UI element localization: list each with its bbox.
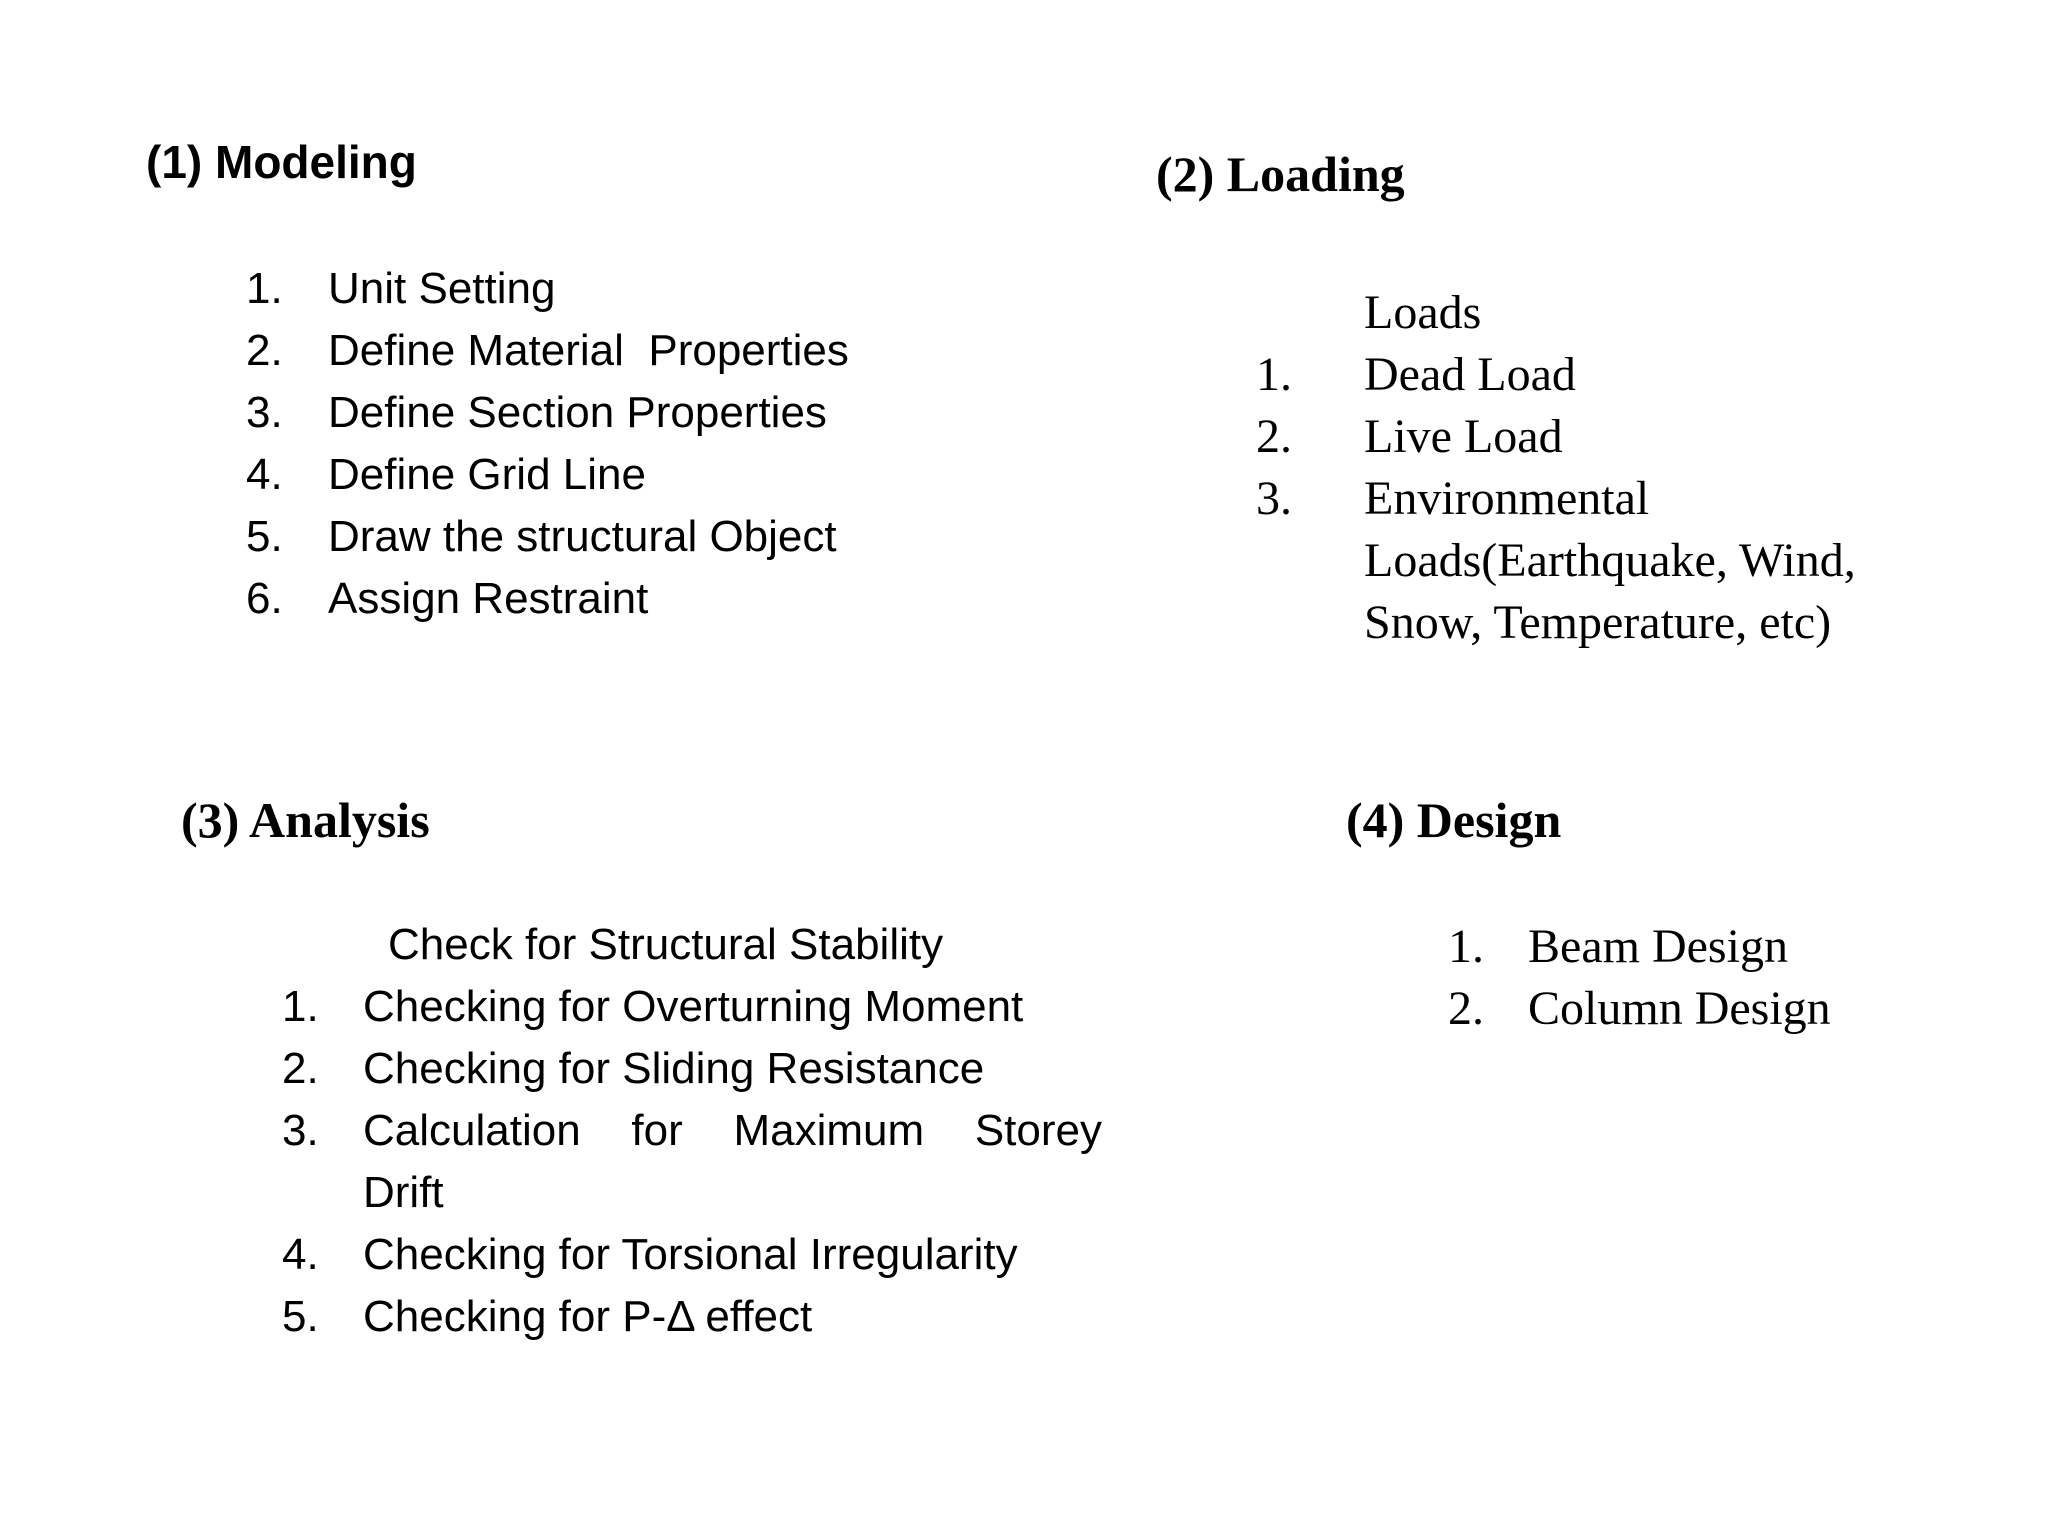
- list-item: [246, 444, 986, 506]
- item-number: 6.: [246, 574, 283, 623]
- list-item: [246, 382, 986, 444]
- item-number: 4.: [282, 1230, 319, 1279]
- item-text-block: [363, 1100, 1102, 1224]
- item-number: 2.: [282, 1044, 319, 1093]
- item-text: Checking for Overturning Moment: [363, 982, 1024, 1031]
- item-text: Live Load: [1364, 410, 1563, 463]
- item-number: 5.: [246, 512, 283, 561]
- item-text: Unit Setting: [328, 264, 556, 313]
- loading-list: [1256, 344, 1916, 654]
- list-item: [1448, 978, 1968, 1040]
- list-item: [1256, 344, 1916, 406]
- list-item: [1256, 406, 1916, 468]
- list-item: [282, 1038, 1102, 1100]
- modeling-heading: (1) Modeling: [146, 136, 417, 188]
- item-text: Drift: [363, 1168, 444, 1217]
- item-number: 3.: [282, 1106, 319, 1155]
- list-item: [246, 258, 986, 320]
- item-number: 1.: [282, 982, 319, 1031]
- item-number: 2.: [246, 326, 283, 375]
- list-item: [1448, 916, 1968, 978]
- design-heading: (4) Design: [1346, 792, 1562, 848]
- item-text: Define Section Properties: [328, 388, 827, 437]
- item-number: 1.: [246, 264, 283, 313]
- item-text: Column Design: [1528, 982, 1831, 1035]
- item-text: Environmental Loads(Earthquake, Wind, Snow, Temperature, etc): [1364, 472, 1856, 649]
- item-number: 1.: [1448, 920, 1484, 973]
- item-text: Dead Load: [1364, 348, 1576, 401]
- item-text: Define Grid Line: [328, 450, 646, 499]
- analysis-heading: (3) Analysis: [181, 792, 430, 848]
- item-number: 3.: [1256, 472, 1292, 525]
- list-item: [282, 1224, 1102, 1286]
- item-number: 1.: [1256, 348, 1292, 401]
- list-item: [282, 1100, 1102, 1224]
- item-text: Draw the structural Object: [328, 512, 837, 561]
- item-number: 5.: [282, 1292, 319, 1341]
- analysis-list: [282, 976, 1102, 1348]
- list-item: [282, 976, 1102, 1038]
- modeling-list: [246, 258, 986, 630]
- item-text: Checking for Sliding Resistance: [363, 1044, 985, 1093]
- item-text: Checking for Torsional Irregularity: [363, 1230, 1018, 1279]
- item-text: Assign Restraint: [328, 574, 649, 623]
- list-item: [246, 568, 986, 630]
- item-text: Calculation for Maximum Storey: [363, 1106, 1102, 1155]
- item-text: Define Material Properties: [328, 326, 849, 375]
- list-item: [282, 1286, 1102, 1348]
- loading-subheading: Loads: [1364, 286, 1482, 339]
- list-item: [246, 506, 986, 568]
- list-item: [1256, 468, 1916, 654]
- list-item: [246, 320, 986, 382]
- item-text: Beam Design: [1528, 920, 1788, 973]
- item-number: 3.: [246, 388, 283, 437]
- analysis-subheading: Check for Structural Stability: [388, 920, 944, 969]
- loading-heading: (2) Loading: [1156, 146, 1405, 202]
- item-text: Checking for P-Δ effect: [363, 1292, 813, 1341]
- item-number: 2.: [1448, 982, 1484, 1035]
- design-list: [1448, 916, 1968, 1040]
- item-number: 4.: [246, 450, 283, 499]
- item-number: 2.: [1256, 410, 1292, 463]
